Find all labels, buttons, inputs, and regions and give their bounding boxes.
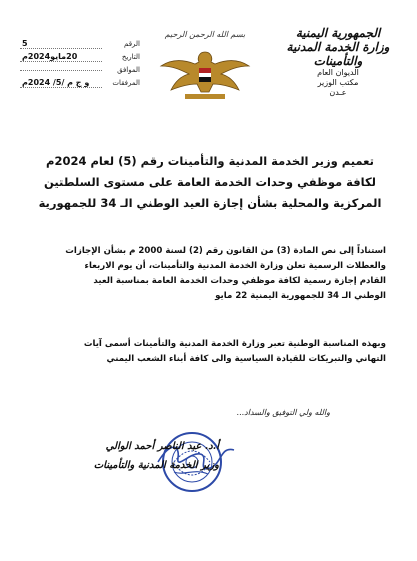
closing-phrase: والله ولي التوفيق والسداد... [236,408,330,417]
city-name: عـدن [329,88,347,97]
body-paragraph-2 [34,337,386,367]
reference-block [20,38,140,90]
office-subname: مكتب الوزير [317,78,359,87]
signatory-name: أ.د. عبد الناصر أحمد الوالي [105,441,219,452]
ministry-name: وزارة الخدمة المدنية والتأمينات [286,40,390,68]
body-line: التهاني والتبريكات للقيادة السياسية والى كافة أبناء الشعب اليمني [106,354,386,364]
body-line: القادم إجازة رسمية لكافة موظفي وحدات الخدمة العامة بمناسبة العيد [93,276,386,286]
country-name: الجمهورية اليمنية [295,26,381,40]
title-line: لكافة موظفي وحدات الخدمة العامة على مستوى السلطتين [43,175,376,189]
ref-row-number: الرقم 5 [22,39,140,48]
body-paragraph-1 [34,244,386,304]
body-line: استناداً إلى نص المادة (3) من القانون رقم (2) لسنة 2000 م بشأن الإجازات [65,246,386,256]
body-line: وبهذه المناسبة الوطنية تعبر وزارة الخدمة المدنية والتأمينات أسمى آيات [83,339,386,349]
office-name: الديوان العام [317,68,359,77]
ref-row-corresponding: الموافق [20,64,140,76]
ref-row-date: التاريخ 20مايو2024م [22,52,140,61]
title-line: تعميم وزير الخدمة المدنية والتأمينات رقم (5) لعام 2024م [46,154,374,168]
body-line: الوطني الـ 34 للجمهورية اليمنية 22 مايو [215,291,386,301]
signatory-title: وزير الخدمة المدنية والتأمينات [93,460,219,471]
title-line: المركزية والمحلية بشأن إجازة العيد الوطني الـ 34 للجمهورية [38,196,382,210]
body-line: والعطلات الرسمية تعلن وزارة الخدمة المدنية والتأمينات، أن يوم الاربعاء [84,261,386,271]
letterhead-ministry [273,26,403,98]
circular-title [30,151,390,214]
basmala: بسم الله الرحمن الرحيم [164,30,246,39]
ref-row-attachments: المرفقات و ج م /5/ 2024م [22,78,140,87]
yemen-eagle-emblem-icon [155,44,255,104]
